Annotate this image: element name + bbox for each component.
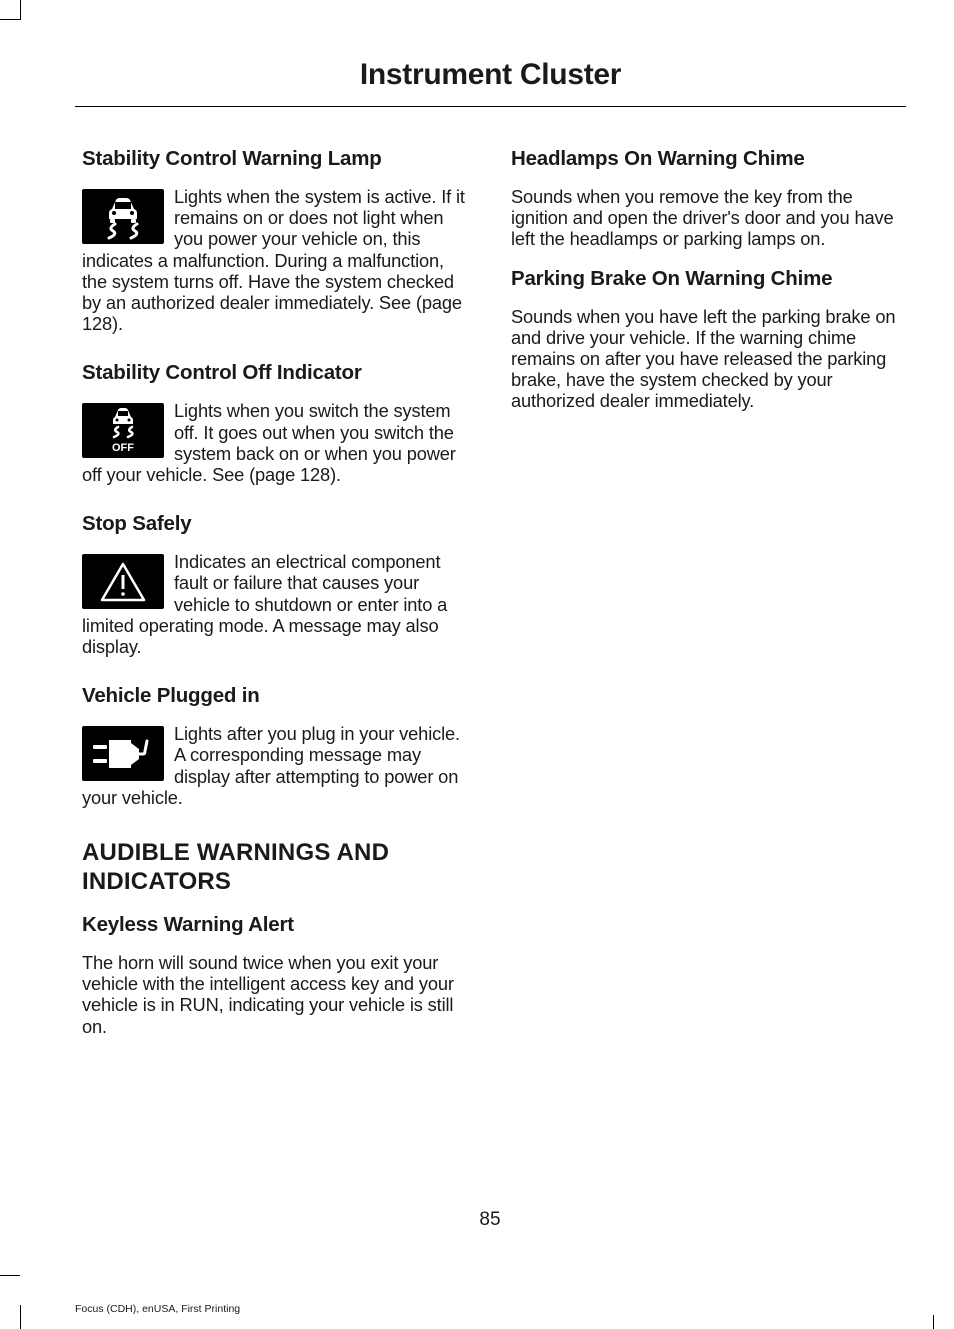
section-heading: Vehicle Plugged in [82, 684, 260, 708]
section-heading: Headlamps On Warning Chime [511, 147, 805, 170]
parking-brake-section [511, 266, 901, 412]
section-text: Sounds when you remove the key from the ignition and open the driver's door and you have left the headlamps or parking lamps on. [511, 186, 894, 250]
page-title: Instrument Cluster [359, 58, 622, 91]
crop-mark [0, 19, 20, 20]
plug-icon [82, 726, 164, 781]
section-heading: Stability Control Warning Lamp [82, 147, 382, 170]
section-text: The horn will sound twice when you exit your vehicle with the intelligent access key and your vehicle is in RUN, indicating your vehicle is still on. [82, 952, 454, 1037]
section-text: Indicates an electrical component fault or failure that causes your vehicle to shutdown or enter into a limited operating mode. A message may also display. [82, 551, 448, 658]
section-text: Sounds when you have left the parking brake on and drive your vehicle. If the warning chime remains on after you have released the parking brake, have the system checked by your authorized dealer immediately. [511, 305, 896, 412]
audible-warnings-heading: AUDIBLE WARNINGS AND INDICATORS [82, 839, 390, 896]
crop-mark [0, 1275, 20, 1276]
page-number: 85 [479, 1209, 501, 1230]
warning-triangle-icon [82, 554, 164, 609]
section-heading: Stop Safely [82, 512, 192, 536]
stability-lamp-section [82, 146, 472, 334]
section-text: Lights after you plug in your vehicle. A corresponding message may display after attempting to power on your vehicle. [82, 723, 460, 808]
crop-mark [20, 1305, 21, 1329]
crop-mark [20, 0, 21, 20]
right-column [511, 146, 901, 438]
section-text: Lights when the system is active. If it remains on or does not light when you power your vehicle on, this indicates a malfunction. During a malfunction, the system turns off. Have the system checked by an authorized dealer immediately. See (page 128). [82, 186, 465, 335]
title-divider [75, 106, 906, 107]
section-heading: Parking Brake On Warning Chime [511, 266, 833, 290]
section-heading: Stability Control Off Indicator [82, 361, 362, 385]
left-column [82, 146, 472, 1063]
footer-text: Focus (CDH), enUSA, First Printing [75, 1303, 241, 1315]
crop-mark [933, 1315, 934, 1329]
stop-safely-section [82, 511, 472, 657]
section-text: Lights when you switch the system off. It goes out when you switch the system back on or when you power off your vehicle. See (page 128). [82, 400, 456, 486]
vehicle-plugged-section [82, 683, 472, 808]
stability-control-icon [82, 189, 164, 244]
stability-off-section [82, 360, 472, 485]
section-heading: Keyless Warning Alert [82, 913, 294, 937]
keyless-section [82, 912, 472, 1037]
headlamps-section [511, 146, 901, 250]
stability-control-off-icon [82, 403, 164, 458]
off-label: OFF [112, 441, 134, 454]
